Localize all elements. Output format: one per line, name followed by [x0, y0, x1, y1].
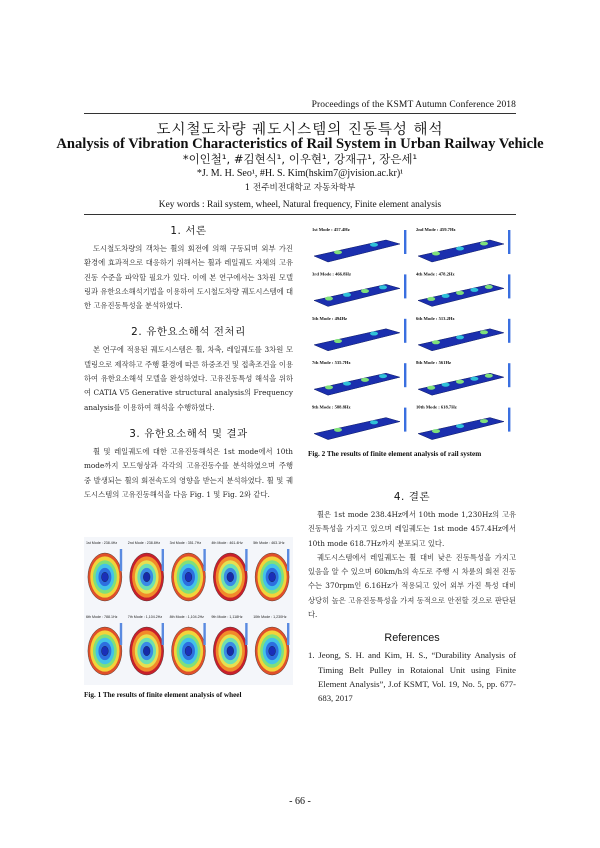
color-scale [404, 363, 406, 387]
mode-shape-lobe [427, 297, 435, 301]
wheel-mode-label: 5th Mode : 463.1Hz [253, 541, 285, 545]
color-scale [287, 623, 289, 645]
figure-2-caption: Fig. 2 The results of finite element analysis of rail system [308, 450, 482, 458]
mode-shape-lobe [343, 293, 351, 297]
wheel-mode-label: 9th Mode : 1,118Hz [211, 615, 243, 619]
references [308, 632, 516, 705]
figure-1 [84, 537, 293, 699]
wheel-hub [269, 646, 276, 656]
wheel-hub [185, 572, 192, 582]
color-scale [508, 363, 510, 387]
mode-shape-lobe [343, 382, 351, 386]
wheel-mode-label: 6th Mode : 788.1Hz [86, 615, 118, 619]
mode-shape-lobe [456, 291, 464, 295]
color-scale [508, 274, 510, 298]
rail-mode-label: 7th Mode : 535.7Hz [312, 360, 351, 366]
section-body: 본 연구에 적용된 궤도시스템은 휠, 차축, 레일궤도를 3차원 모델링으로 제작하고 주행 환경에 따른 하중조건 및 접촉조건을 이용하여 유한요소해석 모델을 완성하였다. 고유진동특성 해석을 위하여 CATIA V5 Generative structural analysis의 Frequency analysis를 이용하여 해석을 수행하였다. [84, 345, 293, 412]
mode-shape-lobe [456, 335, 464, 339]
mode-shape-lobe [370, 420, 378, 424]
wheel-hub [102, 572, 109, 582]
color-scale [404, 319, 406, 343]
title-korean: 도시철도차량 궤도시스템의 진동특성 해석 [156, 122, 444, 138]
color-scale [203, 623, 205, 645]
section-title: 1. 서론 [170, 225, 207, 237]
mode-shape-lobe [334, 339, 342, 343]
mode-shape-lobe [361, 289, 369, 293]
mode-shape-lobe [370, 332, 378, 336]
rail-mode-grid [308, 222, 516, 444]
color-scale [120, 623, 122, 645]
section-title: 4. 결론 [393, 491, 431, 503]
color-scale [245, 623, 247, 645]
page-number: - 66 - [289, 796, 311, 807]
rail-mode-label: 2nd Mode : 459.7Hz [416, 227, 456, 232]
mode-shape-lobe [456, 424, 464, 428]
authors-korean: *이인철¹, #김현식¹, 이우현¹, 강재규¹, 장은세¹ [182, 152, 418, 166]
color-scale [245, 549, 247, 571]
wheel-hub [143, 572, 150, 582]
wheel-hub [269, 572, 276, 582]
mode-shape-lobe [334, 428, 342, 432]
title-english: Analysis of Vibration Characteristics of Rail System in Urban Railway Vehicle [56, 136, 544, 152]
left-column [84, 222, 293, 502]
section-1 [84, 222, 293, 313]
mode-shape-lobe [456, 380, 464, 384]
section-title: 2. 유한요소해석 전처리 [131, 326, 246, 339]
mode-shape-lobe [470, 377, 478, 381]
mode-shape-lobe [432, 429, 440, 433]
section-2 [84, 323, 293, 414]
mode-shape-lobe [442, 383, 450, 387]
mode-shape-lobe [427, 386, 435, 390]
mode-shape-lobe [432, 252, 440, 256]
wheel-mode-grid [84, 537, 293, 685]
color-scale [120, 549, 122, 571]
proceedings-header: Proceedings of the KSMT Autumn Conference 2018 [311, 100, 516, 110]
section-body: 휠 및 레일궤도에 대한 고유진동해석은 1st mode에서 10th mode까지 모드형상과 각각의 고유진동수를 분석하였으며 주행 중 발생되는 휠의 회전속도의 영향을 받는지 분석하였다. 휠 및 궤도시스템의 고유진동해석을 다음 Fig. 1 및 Fig. 2와 같다. [84, 446, 293, 499]
section-3 [84, 425, 293, 502]
color-scale [508, 408, 510, 432]
wheel-mode-label: 2nd Mode : 238.8Hz [127, 541, 161, 545]
wheel-hub [185, 646, 192, 656]
references-title: References [384, 632, 440, 645]
mode-shape-lobe [456, 247, 464, 251]
wheel-mode-label: 10th Mode : 1,230Hz [253, 615, 287, 619]
keywords: Key words : Rail system, wheel, Natural frequency, Finite element analysis [158, 200, 442, 210]
rail-mode-label: 6th Mode : 513.2Hz [416, 315, 455, 321]
figure-2 [308, 222, 516, 458]
color-scale [162, 549, 164, 571]
mode-shape-lobe [370, 243, 378, 247]
wheel-hub [102, 646, 109, 656]
color-scale [404, 230, 406, 254]
color-scale [404, 274, 406, 298]
keywords-rule [84, 214, 516, 215]
wheel-mode-label: 7th Mode : 1,104.2Hz [127, 615, 163, 619]
right-column-text [308, 488, 516, 706]
mode-shape-lobe [325, 385, 333, 389]
mode-shape-lobe [485, 374, 493, 378]
wheel-mode-label: 1st Mode : 238.4Hz [86, 541, 118, 545]
reference-item: 1. Jeong, S. H. and Kim, H. S., “Durability Analysis of Timing Belt Pulley in Rotaional Unit using Finite Element Analysis”, J.of KSMT, Vol. 19, No. 5, pp. 677-683, 2017 [308, 650, 516, 704]
wheel-mode-label: 8th Mode : 1,104.2Hz [169, 615, 204, 619]
rail-mode-label: 8th Mode : 561Hz [416, 360, 452, 366]
color-scale [508, 230, 510, 254]
color-scale [203, 549, 205, 571]
rail-mode-label: 10th Mode : 618.7Hz [416, 404, 457, 410]
wheel-hub [227, 646, 234, 656]
figure-1-caption: Fig. 1 The results of finite element analysis of wheel [84, 691, 242, 699]
wheel-mode-label: 3rd Mode : 351.7Hz [169, 541, 202, 545]
rail-mode-label: 9th Mode : 588.8Hz [312, 404, 351, 410]
rail-mode-label: 4th Mode : 478.2Hz [416, 271, 455, 277]
color-scale [404, 408, 406, 432]
section-body: 휠은 1st mode 238.4Hz에서 10th mode 1,230Hz의 고유진동특성을 가지고 있으며 레일궤도는 1st mode 457.4Hz에서 10th mode 618.7Hz까지 분포되고 있다. [308, 510, 516, 548]
section-4 [308, 488, 516, 622]
mode-shape-lobe [480, 242, 488, 246]
color-scale [508, 319, 510, 343]
color-scale [287, 549, 289, 571]
rail-mode-label: 5th Mode : 494Hz [312, 315, 348, 321]
rail-mode-label: 1st Mode : 457.4Hz [312, 227, 350, 232]
mode-shape-lobe [480, 330, 488, 334]
mode-shape-lobe [470, 288, 478, 292]
header-rule [84, 113, 516, 114]
section-title: 3. 유한요소해석 및 결과 [129, 427, 248, 440]
wheel-hub [143, 646, 150, 656]
wheel-mode-label: 4th Mode : 461.4Hz [211, 541, 243, 545]
color-scale [162, 623, 164, 645]
mode-shape-lobe [432, 340, 440, 344]
mode-shape-lobe [379, 285, 387, 289]
section-body: 도시철도차량의 객차는 휠의 회전에 의해 구동되며 외부 가진 환경에 효과적으로 대응하기 위해서는 휠과 레일궤도 자체의 고유진동 수준을 파악할 필요가 있다. 이에 본 연구에서는 3차원 모델링과 유한요소해석기법을 이용하여 도시철도차량 궤도시스템에 대한 고유진동특성을 분석하였다. [84, 244, 293, 311]
mode-shape-lobe [334, 250, 342, 254]
mode-shape-lobe [361, 378, 369, 382]
mode-shape-lobe [442, 294, 450, 298]
affiliation: 1 전주비전대학교 자동차학부 [244, 183, 356, 193]
mode-shape-lobe [480, 419, 488, 423]
mode-shape-lobe [325, 297, 333, 301]
section-body: 궤도시스템에서 레일궤도는 휠 대비 낮은 진동특성을 가지고 있음을 알 수 있으며 60km/h의 속도로 주행 시 차륜의 회전 진동수는 370rpm인 6.16Hz가 적용되고 있어 외부 가진 특성 대비 상당히 높은 고유진동특성을 가져 동적으로 안전할 것으로 판단된다. [308, 552, 516, 620]
mode-shape-lobe [485, 285, 493, 289]
mode-shape-lobe [379, 374, 387, 378]
authors-english: *J. M. H. Seo¹, #H. S. Kim(hskim7@jvision.ac.kr)¹ [196, 168, 404, 179]
wheel-hub [227, 572, 234, 582]
rail-mode-label: 3rd Mode : 466.8Hz [312, 271, 352, 277]
